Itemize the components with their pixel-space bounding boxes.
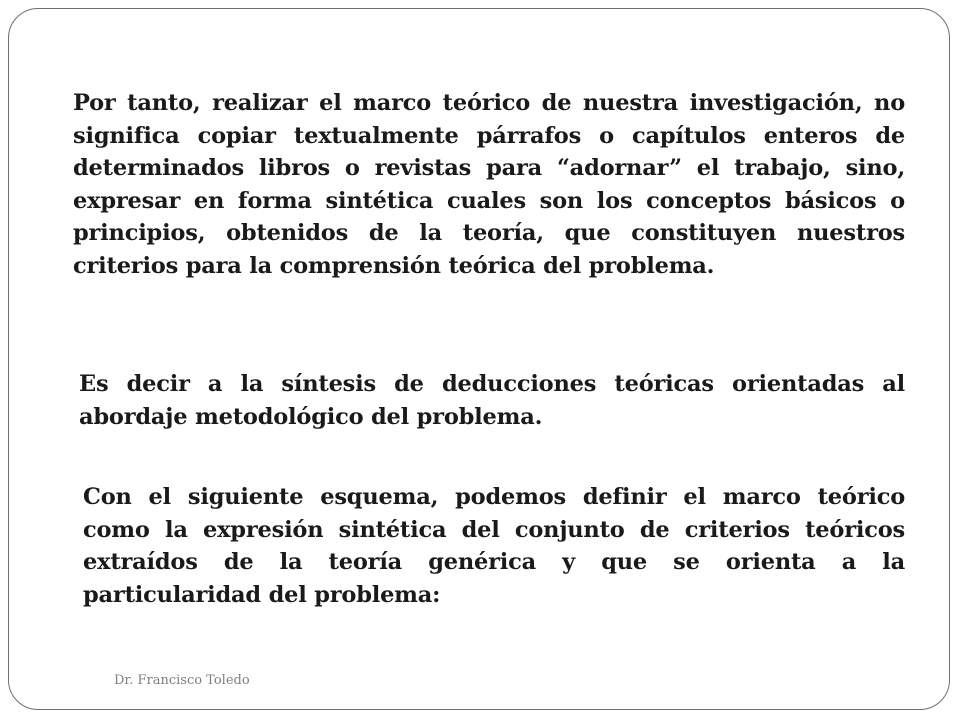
- slide-footer-author: Dr. Francisco Toledo: [114, 673, 250, 688]
- slide-paragraph-marco-teorico: Por tanto, realizar el marco teórico de nuestra investigación, no significa copiar textualmente párrafos o capítulos enteros de determinados libros o revistas para “adornar” el trabajo, sino, expresar en forma sintética cuales son los conceptos básicos o principios, obtenidos de la teoría, que constituyen nuestros criterios para la comprensión teórica del problema.: [73, 90, 905, 279]
- slide-paragraph-sintesis: Es decir a la síntesis de deducciones teóricas orientadas al abordaje metodológico del problema.: [79, 371, 905, 430]
- slide-frame: [8, 8, 950, 710]
- slide-paragraph-esquema: Con el siguiente esquema, podemos definir el marco teórico como la expresión sintética del conjunto de criterios teóricos extraídos de la teoría genérica y que se orienta a la particularidad del problema:: [83, 484, 905, 608]
